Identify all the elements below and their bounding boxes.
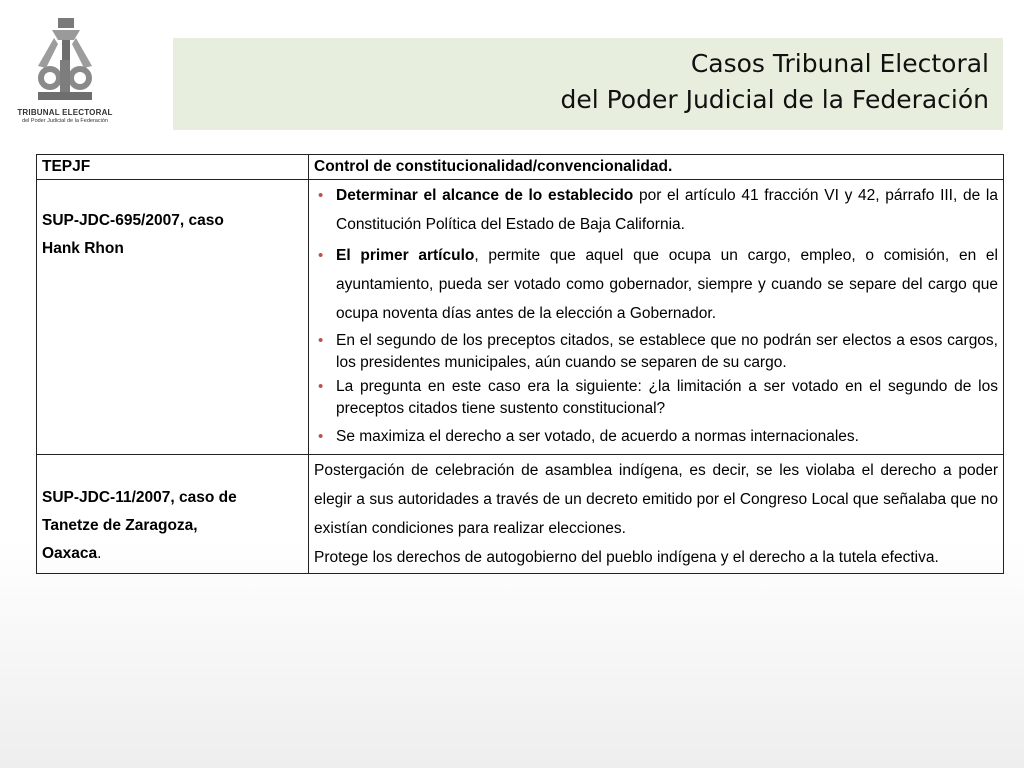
case-name-cell [37,455,309,574]
bullet-item [314,241,998,328]
page-title [560,46,989,118]
table-row [37,180,1004,455]
case-name-line: Hank Rhon [42,240,124,257]
bullet-text: por el artículo 41 fracción VI y 42, párrafo III, de la Constitución Política del Estado de Baja California. [336,187,998,233]
bullet-text: , permite que aquel que ocupa un cargo, empleo, o comisión, en el ayuntamiento, pueda ser votado como gobernador, siempre y cuando se separe del cargo que ocupa noventa días antes de la elección a Gobernador. [336,247,998,322]
case-description-cell [309,180,1004,455]
bullet-item [314,422,998,451]
case-name-line [42,540,303,568]
bullet-item [314,330,998,374]
case-name-line: SUP-JDC-11/2007, caso de [42,489,237,506]
bullet-bold: Determinar el alcance de lo establecido [336,187,634,204]
case-paragraph: Protege los derechos de autogobierno del pueblo indígena y el derecho a la tutela efectiva. [314,549,939,566]
case-paragraph: Postergación de celebración de asamblea indígena, es decir, se les violaba el derecho a poder elegir a sus autoridades a través de un decreto emitido por el Congreso Local que señalaba que no existían condiciones para realizar elecciones. [314,462,998,537]
scales-of-justice-icon [30,16,100,106]
page-title-line1: Casos Tribunal Electoral [690,49,989,78]
case-description-cell [309,455,1004,574]
cases-table [36,154,1004,574]
bullet-bold: El primer artículo [336,247,475,264]
bullet-text: La pregunta en este caso era la siguiente: ¿la limitación a ser votado en el segundo de los preceptos citados tiene sustento constitucional? [336,378,998,417]
tribunal-logo [14,14,116,132]
header-tepjf: TEPJF [37,155,309,180]
page-title-line2: del Poder Judicial de la Federación [560,85,989,114]
case-name-cell [37,180,309,455]
case-name-line: Tanetze de Zaragoza, [42,517,198,534]
logo-title: TRIBUNAL ELECTORAL [17,108,113,117]
bullet-text: Se maximiza el derecho a ser votado, de acuerdo a normas internacionales. [336,428,859,445]
title-band [173,38,1003,130]
case-name-line: SUP-JDC-695/2007, caso [42,212,224,229]
bullet-item [314,376,998,420]
bullet-list [314,181,998,451]
header-control: Control de constitucionalidad/convencionalidad. [309,155,1004,180]
table-header-row [37,155,1004,180]
bullet-item [314,181,998,239]
case-name-bold: Oaxaca [42,545,98,562]
case-name-tail: . [97,545,102,562]
bullet-text: En el segundo de los preceptos citados, se establece que no podrán ser electos a esos cargos, los presidentes municipales, aún cuando se separen de su cargo. [336,332,998,371]
logo-subtitle: del Poder Judicial de la Federación [22,118,108,124]
table-row [37,455,1004,574]
